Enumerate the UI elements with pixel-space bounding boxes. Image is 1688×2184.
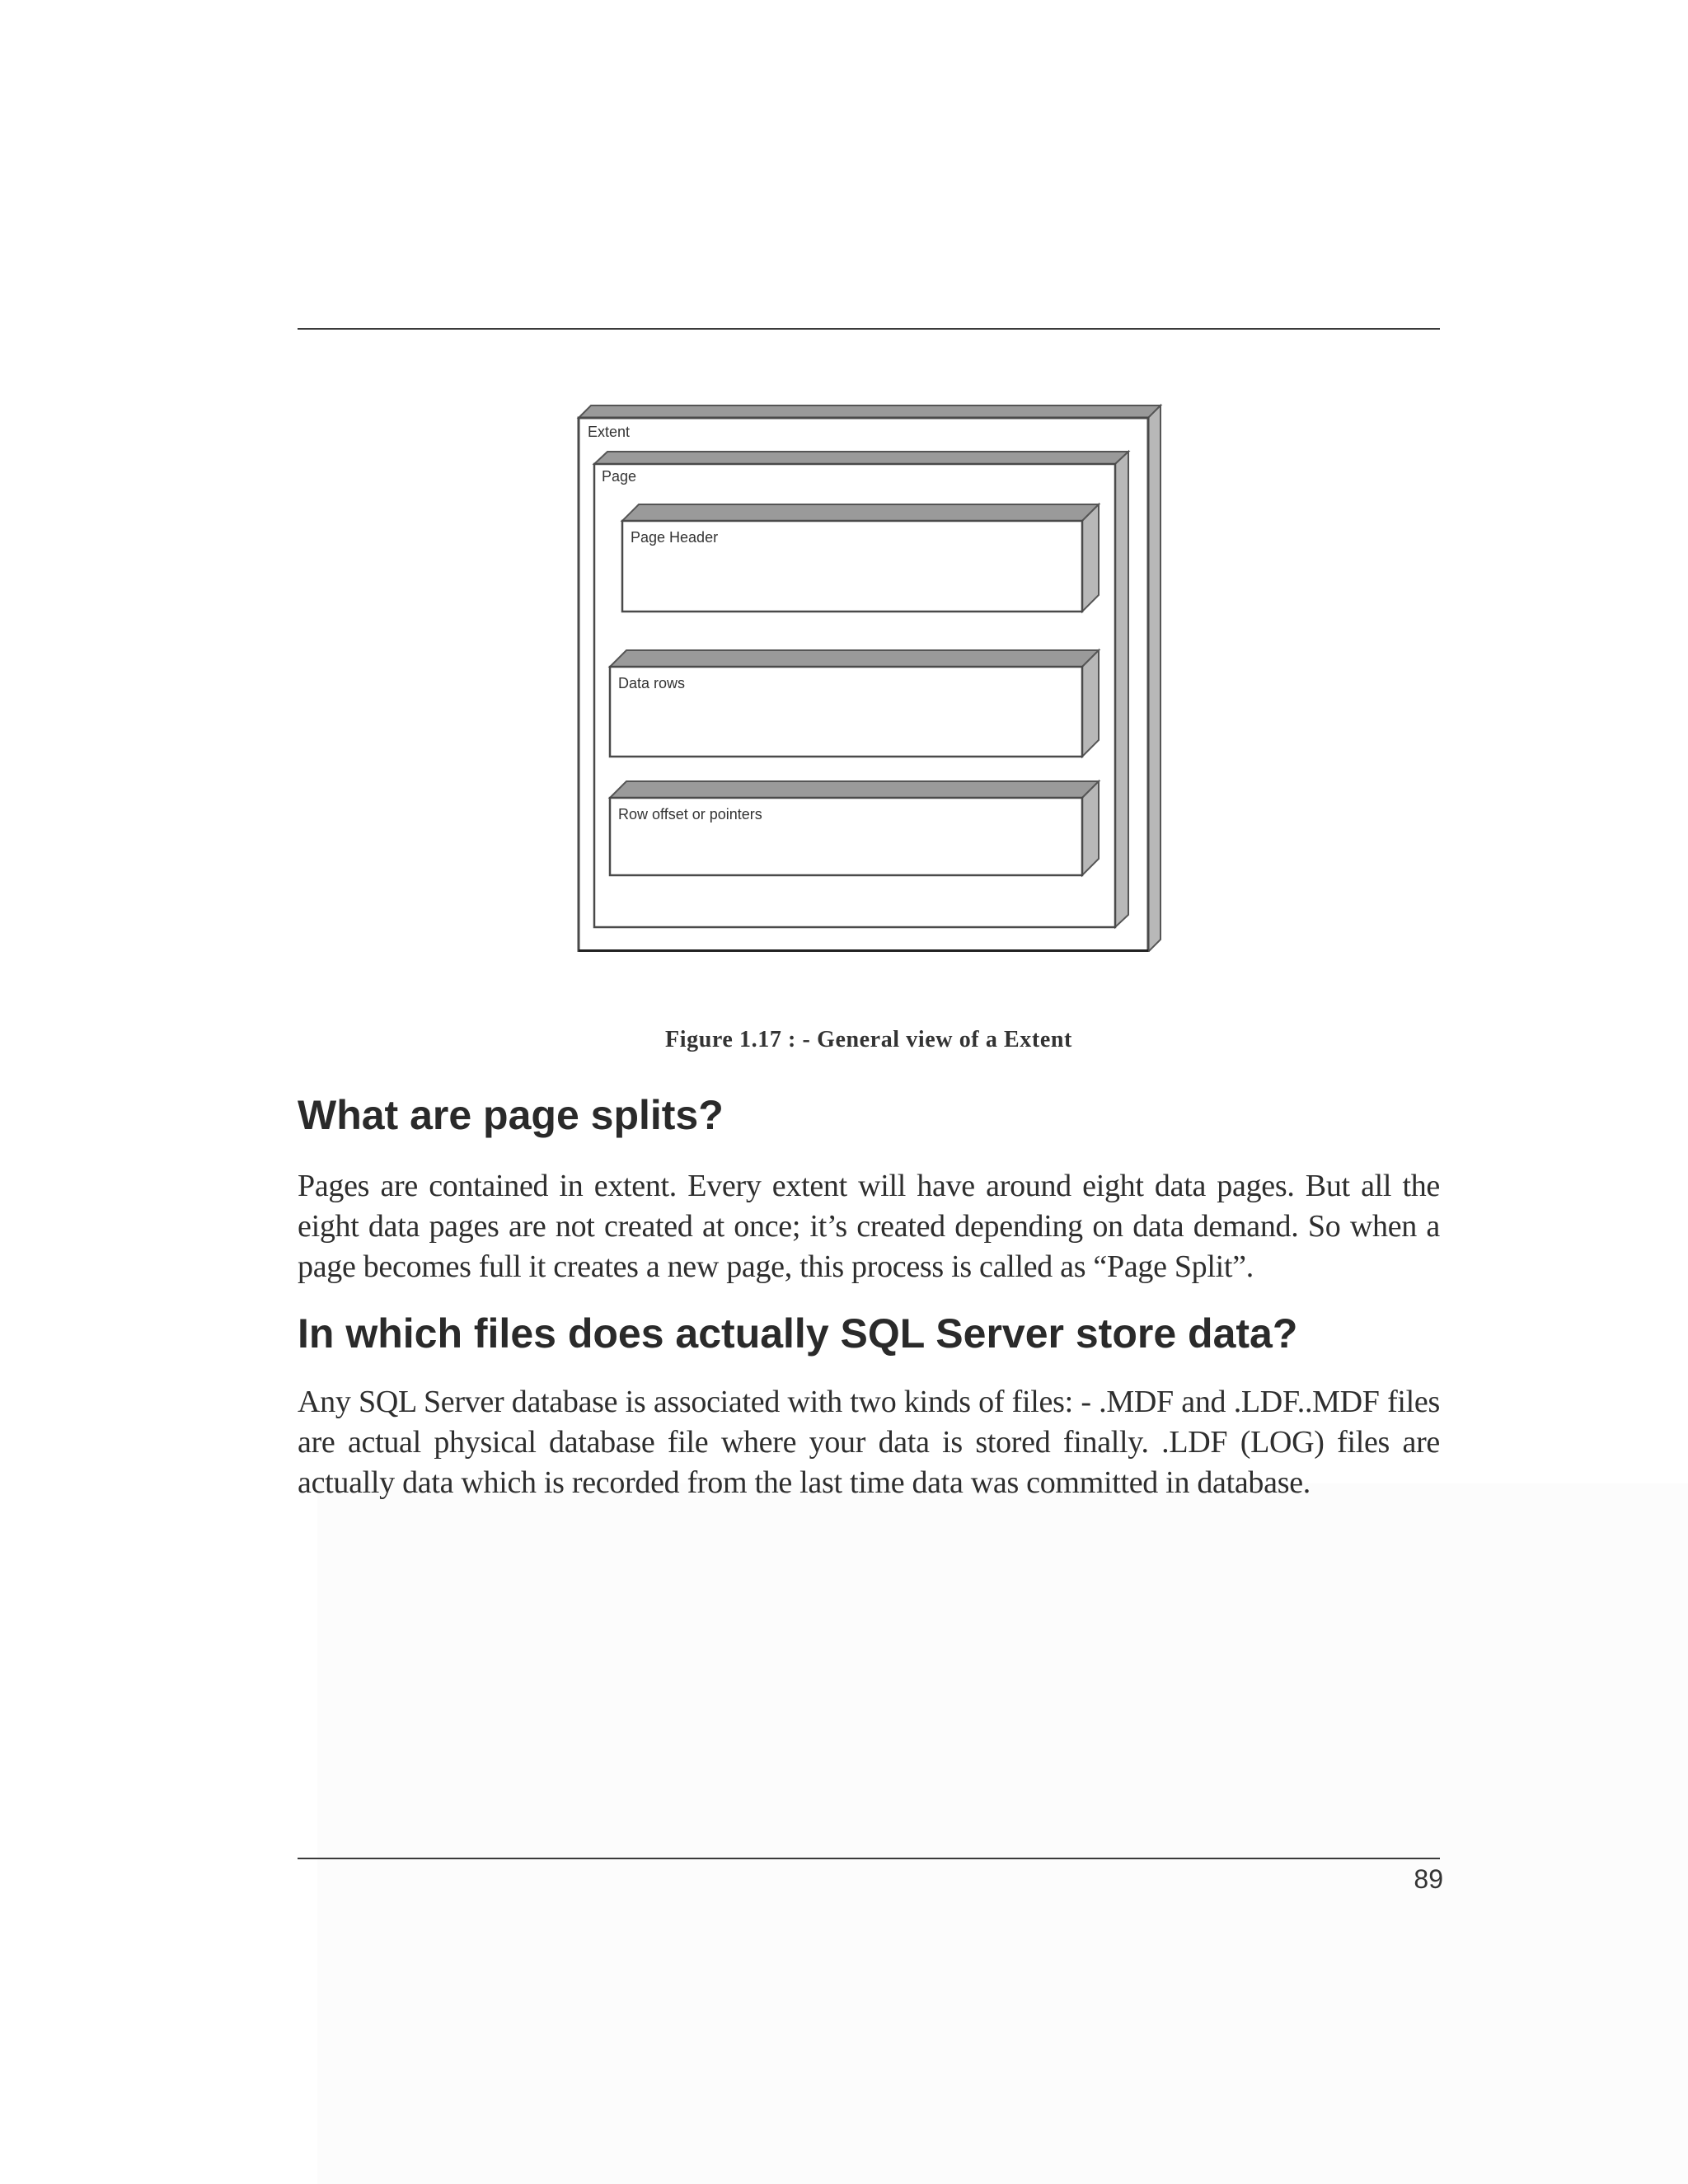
header-rule [298,328,1440,330]
section-heading-data-files: In which files does actually SQL Server store data? [298,1310,1298,1357]
section-body-page-splits: Pages are contained in extent. Every extent will have around eight data pages. But all the eight data pages are not created at once; it’s created depending on data demand. So when a page becomes full it creates a new page, this process is called as “Page Split”. [298,1169,1440,1284]
page-background-shade [317,1483,1688,2184]
page-header-label: Page Header [631,529,719,546]
section-heading-page-splits: What are page splits? [298,1092,724,1138]
extent-label: Extent [588,424,631,440]
data-rows-label: Data rows [618,675,686,691]
page-number: 89 [1414,1864,1443,1894]
figure-caption: Figure 1.17 : - General view of a Extent [665,1027,1072,1052]
page-label: Page [602,468,637,485]
row-offset-box [610,781,1099,875]
footer-rule [298,1858,1440,1859]
page-header-box [622,504,1099,612]
extent-diagram [573,400,1170,952]
data-rows-box [610,650,1099,757]
row-offset-label: Row offset or pointers [618,806,762,823]
section-body-data-files: Any SQL Server database is associated with two kinds of files: - .MDF and .LDF..MDF files are actual physical database file where your data is stored finally. .LDF (LOG) files are actually data which is recorded from the last time data was committed in database. [298,1385,1440,1500]
